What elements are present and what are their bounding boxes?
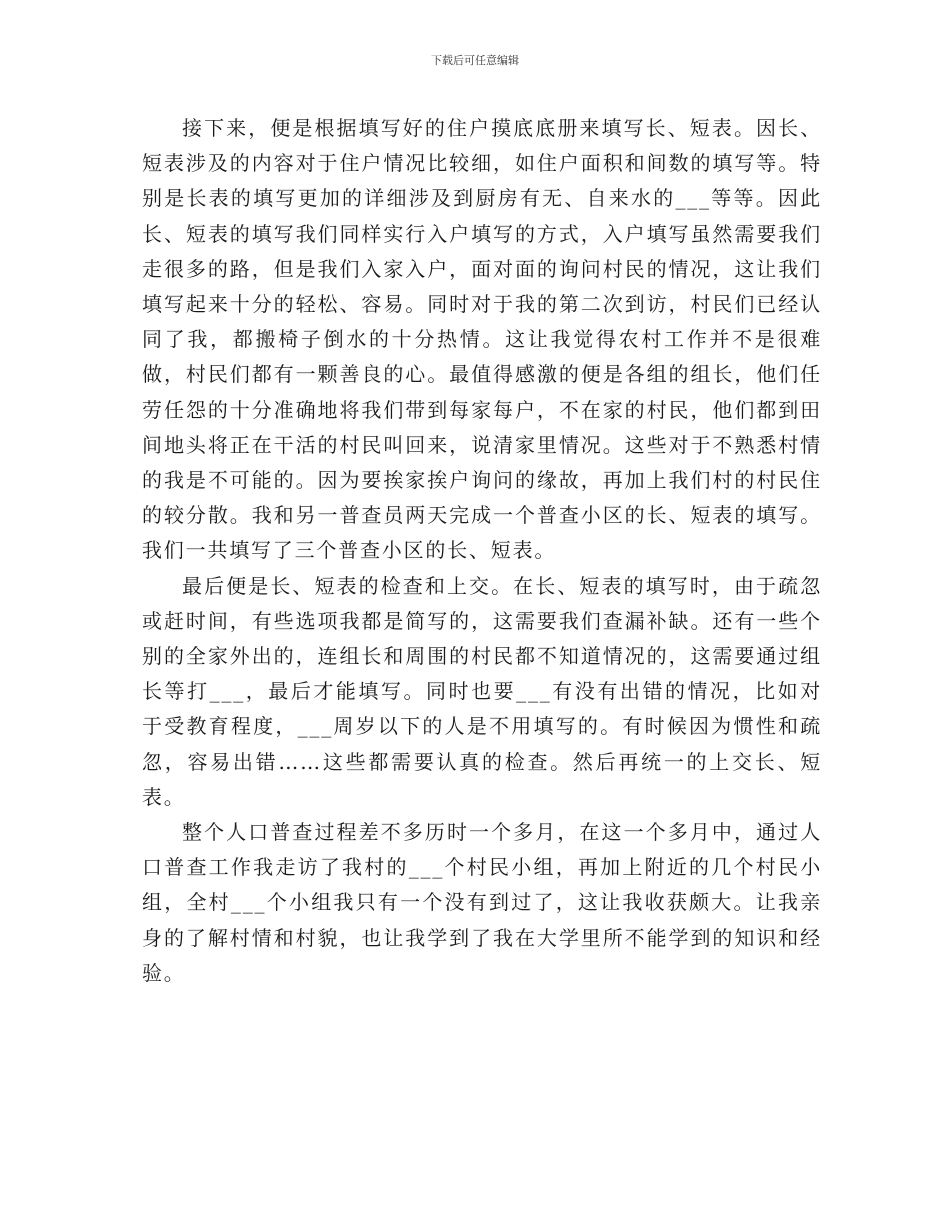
paragraph-1: 接下来，便是根据填写好的住户摸底底册来填写长、短表。因长、短表涉及的内容对于住户情况比较细，如住户面积和间数的填写等。特别是长表的填写更加的详细涉及到厨房有无、自来水的___等等。因此长、短表的填写我们同样实行入户填写的方式，入户填写虽然需要我们走很多的路，但是我们入家入户，面对面的询问村民的情况，这让我们填写起来十分的轻松、容易。同时对于我的第二次到访，村民们已经认同了我，都搬椅子倒水的十分热情。这让我觉得农村工作并不是很难做，村民们都有一颗善良的心。最值得感激的便是各组的组长，他们任劳任怨的十分准确地将我们带到每家每户，不在家的村民，他们都到田间地头将正在干活的村民叫回来，说清家里情况。这些对于不熟悉村情的我是不可能的。因为要挨家挨户询问的缘故，再加上我们村的村民住的较分散。我和另一普查员两天完成一个普查小区的长、短表的填写。我们一共填写了三个普查小区的长、短表。 — [142, 116, 822, 563]
document-body — [142, 111, 822, 991]
page-header: 下载后可任意编辑 — [431, 54, 519, 67]
paragraph-3: 整个人口普查过程差不多历时一个多月，在这一个多月中，通过人口普查工作我走访了我村的___个村民小组，再加上附近的几个村民小组，全村___个小组我只有一个没有到过了，这让我收获颇大。让我亲身的了解村情和村貌，也让我学到了我在大学里所不能学到的知识和经验。 — [142, 820, 822, 985]
paragraph-2: 最后便是长、短表的检查和上交。在长、短表的填写时，由于疏忽或赶时间，有些选项我都是简写的，这需要我们查漏补缺。还有一些个别的全家外出的，连组长和周围的村民都不知道情况的，这需要通过组长等打___，最后才能填写。同时也要___有没有出错的情况，比如对于受教育程度，___周岁以下的人是不用填写的。有时候因为惯性和疏忽，容易出错……这些都需要认真的检查。然后再统一的上交长、短表。 — [142, 573, 822, 809]
